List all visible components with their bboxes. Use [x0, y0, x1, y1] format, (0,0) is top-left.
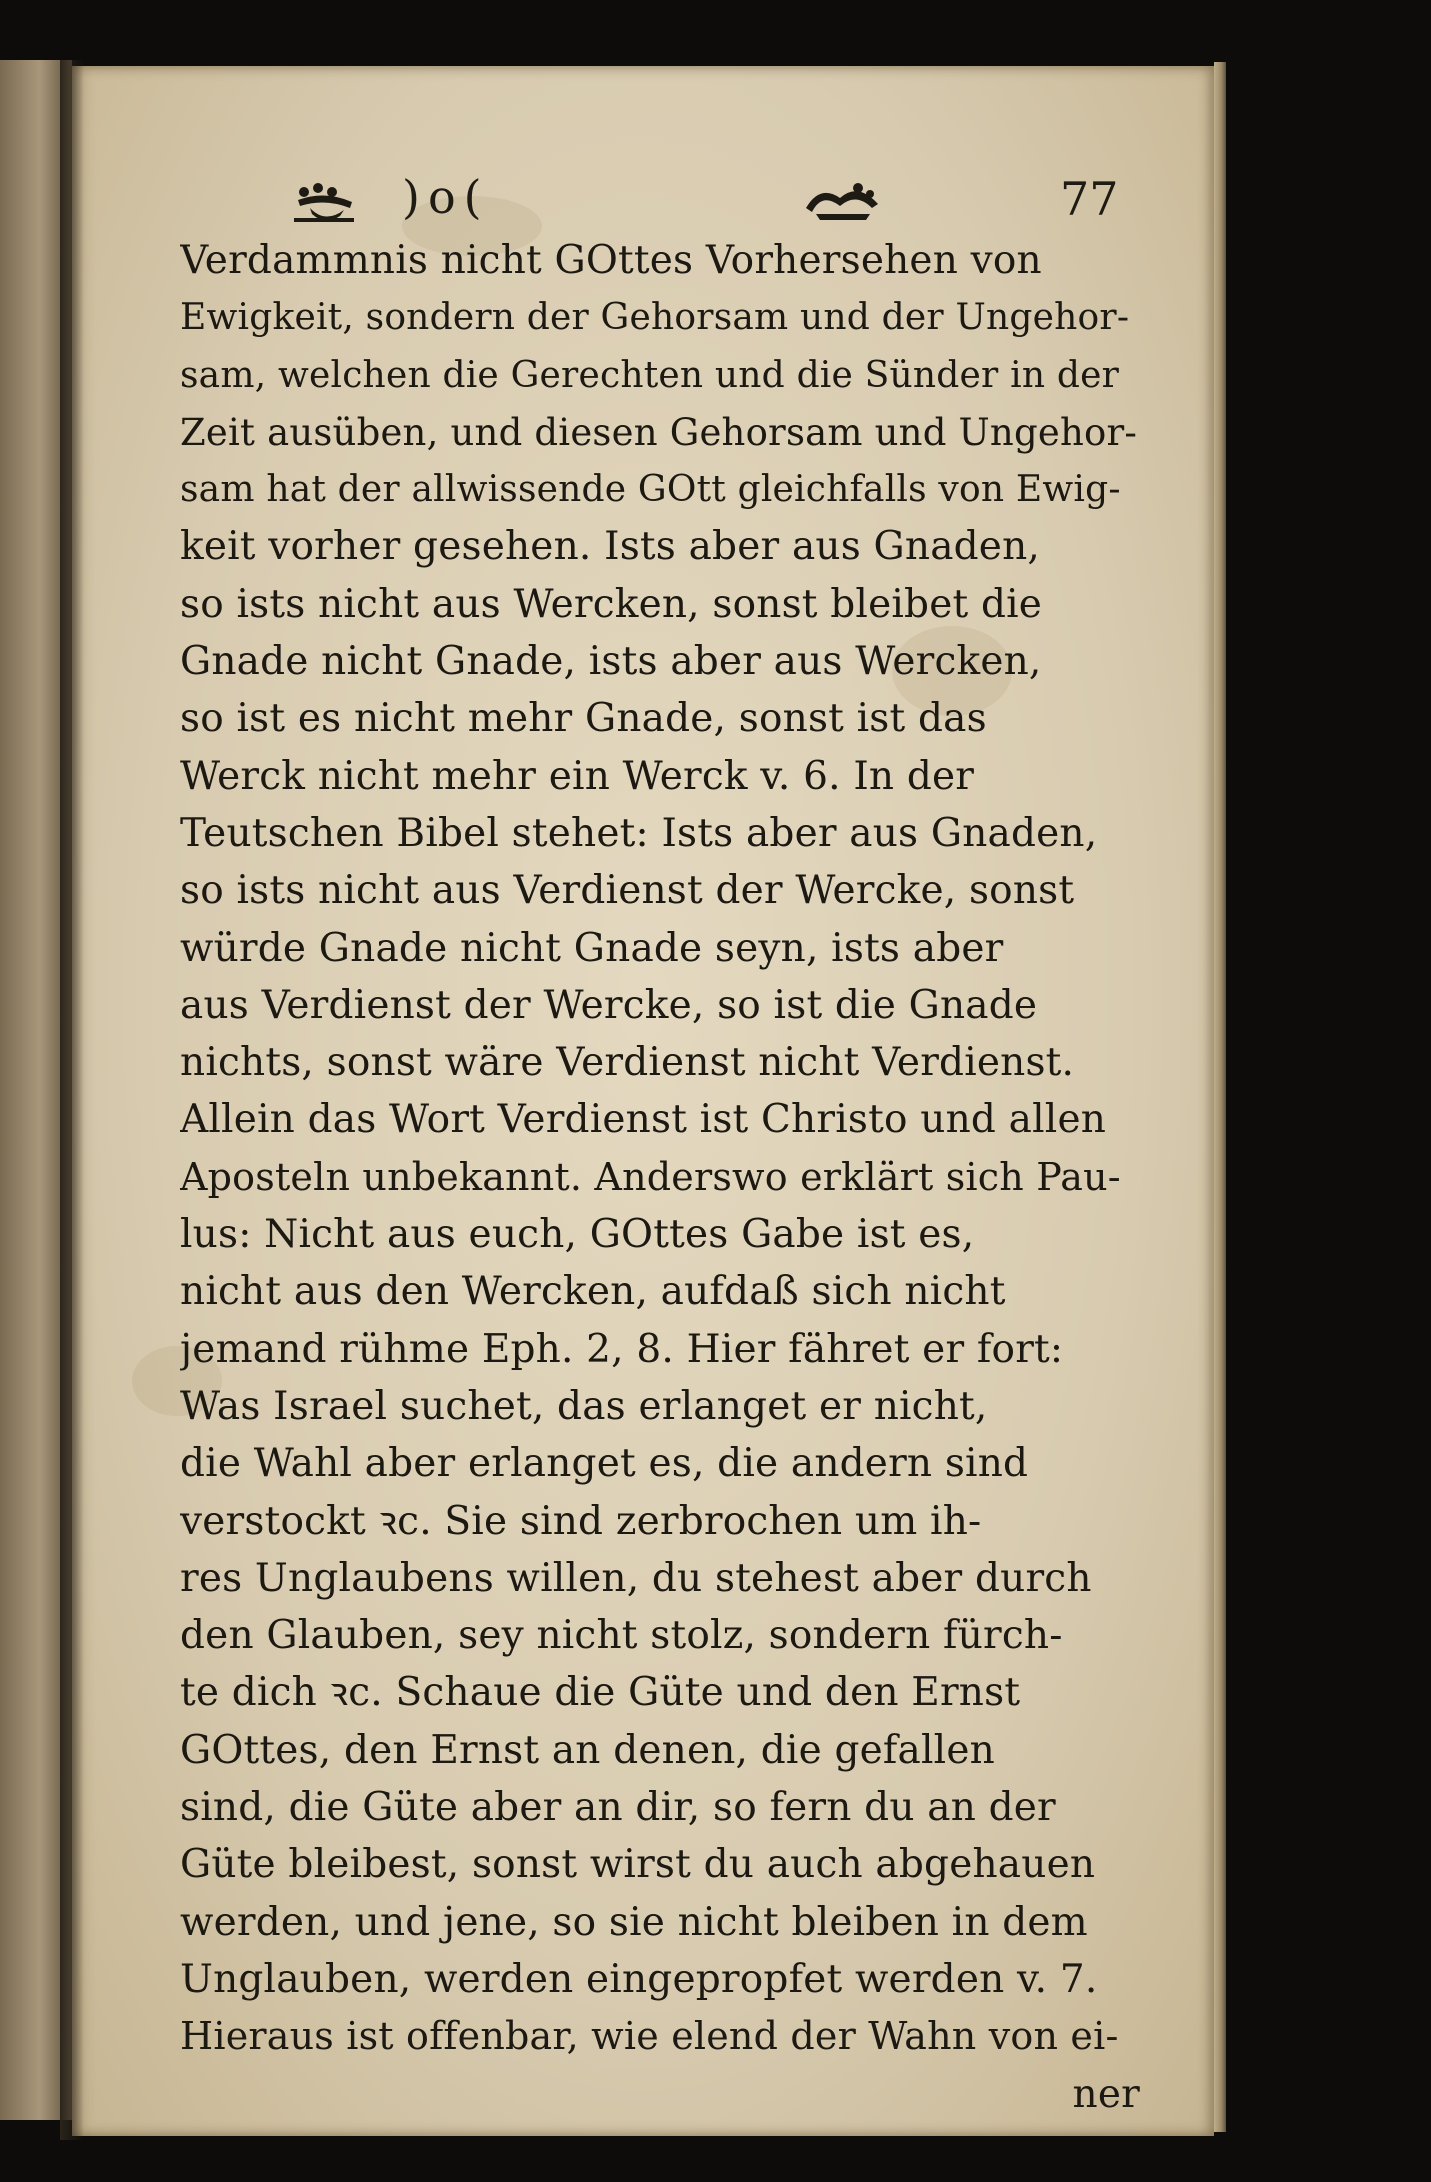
text-line: Güte bleibest, sonst wirst du auch abgehauen — [180, 1842, 1096, 1888]
flower-ornament-icon — [800, 178, 884, 226]
text-line: aus Verdienst der Wercke, so ist die Gnade — [180, 982, 1038, 1028]
page-number: 77 — [1060, 172, 1119, 226]
text-line: sam hat der allwissende GOtt gleichfalls von Ewig- — [180, 469, 1121, 511]
text-line: die Wahl aber erlanget es, die andern sind — [180, 1441, 1029, 1487]
text-line: nichts, sonst wäre Verdienst nicht Verdienst. — [180, 1040, 1075, 1086]
text-line: Werck nicht mehr ein Werck v. 6. In der — [180, 753, 975, 799]
body-text — [180, 232, 1140, 2123]
text-line: so ists nicht aus Wercken, sonst bleibet die — [180, 581, 1043, 627]
spine-shadow — [60, 60, 84, 2140]
text-line: sind, die Güte aber an dir, so fern du an der — [180, 1785, 1056, 1831]
text-line: so ists nicht aus Verdienst der Wercke, sonst — [180, 868, 1075, 914]
catchword: ner — [1072, 2071, 1140, 2117]
text-line: keit vorher gesehen. Ists aber aus Gnaden, — [180, 524, 1041, 570]
text-line: Aposteln unbekannt. Anderswo erklärt sich Pau- — [180, 1154, 1121, 1199]
header-mark: )o( — [402, 170, 490, 224]
text-line: Hieraus ist offenbar, wie elend der Wahn von ei- — [180, 2014, 1119, 2059]
text-line: verstockt ꝛc. Sie sind zerbrochen um ih- — [180, 1498, 982, 1544]
text-line: Ewigkeit, sondern der Gehorsam und der Ungehor- — [180, 297, 1130, 339]
text-line: te dich ꝛc. Schaue die Güte und den Ernst — [180, 1670, 1021, 1716]
flower-ornament-icon — [290, 180, 360, 226]
text-line: sam, welchen die Gerechten und die Sünder in der — [180, 354, 1120, 396]
text-line: Unglauben, werden eingepropfet werden v. 7. — [180, 1956, 1098, 2002]
text-line: GOttes, den Ernst an denen, die gefallen — [180, 1727, 995, 1773]
text-line: nicht aus den Wercken, aufdaß sich nicht — [180, 1269, 1006, 1315]
text-line: würde Gnade nicht Gnade seyn, ists aber — [180, 925, 1004, 971]
text-line: Verdammnis nicht GOttes Vorhersehen von — [180, 238, 1042, 283]
text-line: so ist es nicht mehr Gnade, sonst ist das — [180, 696, 987, 742]
text-line: Allein das Wort Verdienst ist Christo und allen — [180, 1097, 1107, 1143]
text-line: den Glauben, sey nicht stolz, sondern fürch- — [180, 1613, 1063, 1659]
page-edge — [1214, 62, 1226, 2132]
text-line: lus: Nicht aus euch, GOttes Gabe ist es, — [180, 1212, 975, 1258]
text-line: jemand rühme Eph. 2, 8. Hier fähret er fort: — [180, 1326, 1064, 1372]
text-line: Gnade nicht Gnade, ists aber aus Wercken, — [180, 639, 1042, 685]
text-line: Teutschen Bibel stehet: Ists aber aus Gnaden, — [180, 810, 1098, 856]
text-line: res Unglaubens willen, du stehest aber durch — [180, 1555, 1092, 1601]
text-line: Was Israel suchet, das erlanget er nicht, — [180, 1383, 988, 1429]
text-line: Zeit ausüben, und diesen Gehorsam und Ungehor- — [180, 410, 1138, 454]
text-line: werden, und jene, so sie nicht bleiben in dem — [180, 1899, 1088, 1945]
